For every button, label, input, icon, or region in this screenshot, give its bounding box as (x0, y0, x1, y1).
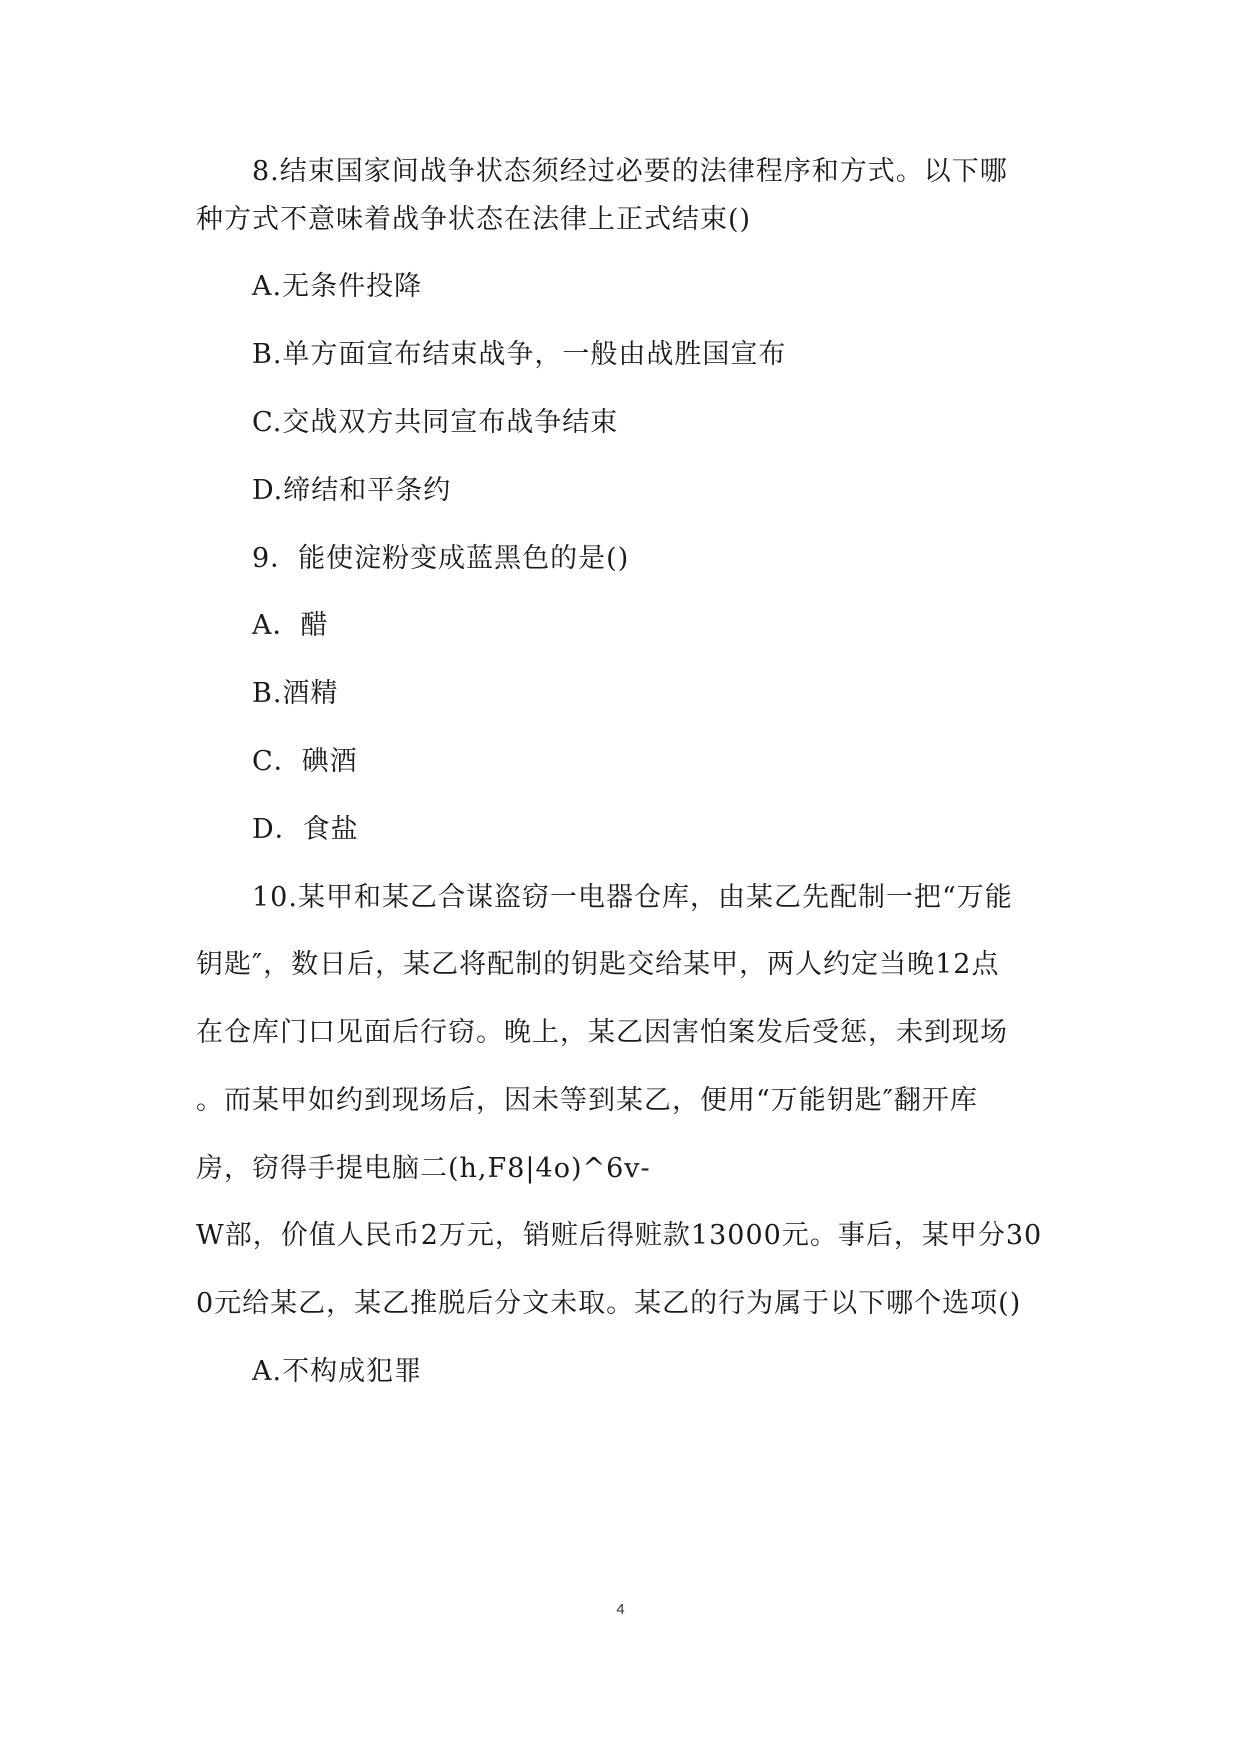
q8-option-d: D.缔结和平条约 (252, 475, 452, 506)
q10-stem-line-4: 。而某甲如约到现场后，因未等到某乙，便用“万能钥匙″翻开库 (196, 1085, 978, 1116)
q10-stem-line-6: W部，价值人民币2万元，销赃后得赃款13000元。事后，某甲分30 (196, 1220, 1043, 1251)
q8-option-b: B.单方面宣布结束战争，一般由战胜国宣布 (252, 339, 787, 370)
q10-stem-line-3: 在仓库门口见面后行窃。晚上，某乙因害怕案发后受惩，未到现场 (196, 1017, 1008, 1048)
q9-option-b: B.酒精 (252, 678, 339, 709)
q9-option-a: A．醋 (252, 610, 329, 641)
q10-stem-line-2: 钥匙″，数日后，某乙将配制的钥匙交给某甲，两人约定当晚12点 (196, 949, 1000, 980)
q8-stem-line-1: 8.结束国家间战争状态须经过必要的法律程序和方式。以下哪 (252, 156, 1008, 187)
page-number: 4 (616, 1601, 625, 1618)
q9-option-c: C．碘酒 (252, 746, 358, 777)
q10-stem-line-1: 10.某甲和某乙合谋盗窃一电器仓库，由某乙先配制一把“万能 (252, 882, 1013, 913)
q8-option-a: A.无条件投降 (252, 271, 423, 302)
q10-stem-line-5: 房，窃得手提电脑二(h,F8|4o)^6v- (196, 1153, 651, 1184)
q8-option-c: C.交战双方共同宣布战争结束 (252, 407, 619, 438)
q10-option-a: A.不构成犯罪 (252, 1356, 423, 1387)
q10-stem-line-7: 0元给某乙，某乙推脱后分文未取。某乙的行为属于以下哪个选项() (196, 1288, 1022, 1319)
q8-stem-line-2: 种方式不意味着战争状态在法律上正式结束() (196, 204, 752, 235)
q9-stem: 9．能使淀粉变成蓝黑色的是() (252, 543, 630, 574)
q9-option-d: D．食盐 (252, 814, 359, 845)
